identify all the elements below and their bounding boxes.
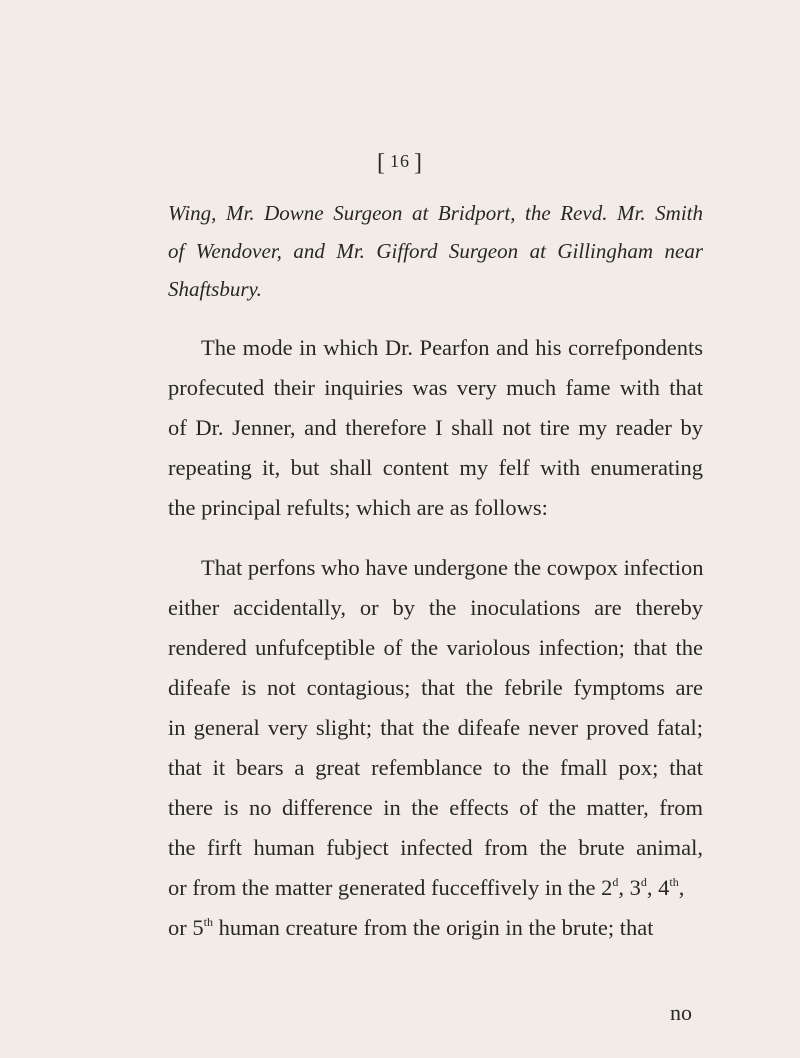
text-line-12: difeafe is not contagious; that the febrile fymptoms are (168, 675, 703, 700)
open-bracket: [ (377, 150, 386, 176)
line17-pre: or from the matter generated fucceffively in the 2 (168, 875, 613, 900)
text-line-2: of Wendover, and Mr. Gifford Surgeon at Gillingham near (168, 239, 703, 263)
close-bracket: ] (414, 150, 423, 176)
text-line-6: of Dr. Jenner, and therefore I shall not tire my reader by (168, 415, 703, 440)
text-line-15: there is no difference in the effects of the matter, from (168, 795, 703, 820)
line17-mid1: , 3 (618, 875, 641, 900)
text-line-10: either accidentally, or by the inoculations are thereby (168, 595, 703, 620)
catchword: no (670, 1000, 692, 1025)
line18-pre: or 5 (168, 915, 204, 940)
text-line-16: the firft human fubject infected from the brute animal, (168, 835, 703, 860)
text-line-5: profecuted their inquiries was very much fame with that (168, 375, 703, 400)
ordinal-sup-1: d (612, 875, 619, 889)
text-line-1: Wing, Mr. Downe Surgeon at Bridport, the Revd. Mr. Smith (168, 201, 703, 225)
text-line-4: The mode in which Dr. Pearfon and his correfpondents (201, 335, 703, 360)
ordinal-sup-3: th (669, 875, 679, 889)
text-line-7: repeating it, but shall content my felf with enumerating (168, 455, 703, 480)
text-line-13: in general very slight; that the difeafe never proved fatal; (168, 715, 703, 740)
page-header (0, 150, 800, 177)
text-line-8: the principal refults; which are as follows: (168, 495, 548, 520)
text-line-11: rendered unfufceptible of the variolous infection; that the (168, 635, 703, 660)
line18-post: human creature from the origin in the brute; that (212, 915, 654, 940)
text-line-14: that it bears a great refemblance to the fmall pox; that (168, 755, 703, 780)
text-line-3: Shaftsbury. (168, 277, 262, 301)
ordinal-sup-4: th (203, 915, 213, 929)
ordinal-sup-2: d (640, 875, 647, 889)
text-line-9: That perfons who have undergone the cowpox infection (201, 555, 704, 580)
page-number: 16 (390, 151, 410, 171)
line17-post: , (678, 875, 685, 900)
text-line-18 (168, 917, 703, 940)
text-line-17 (168, 877, 703, 900)
line17-mid2: , 4 (646, 875, 670, 900)
